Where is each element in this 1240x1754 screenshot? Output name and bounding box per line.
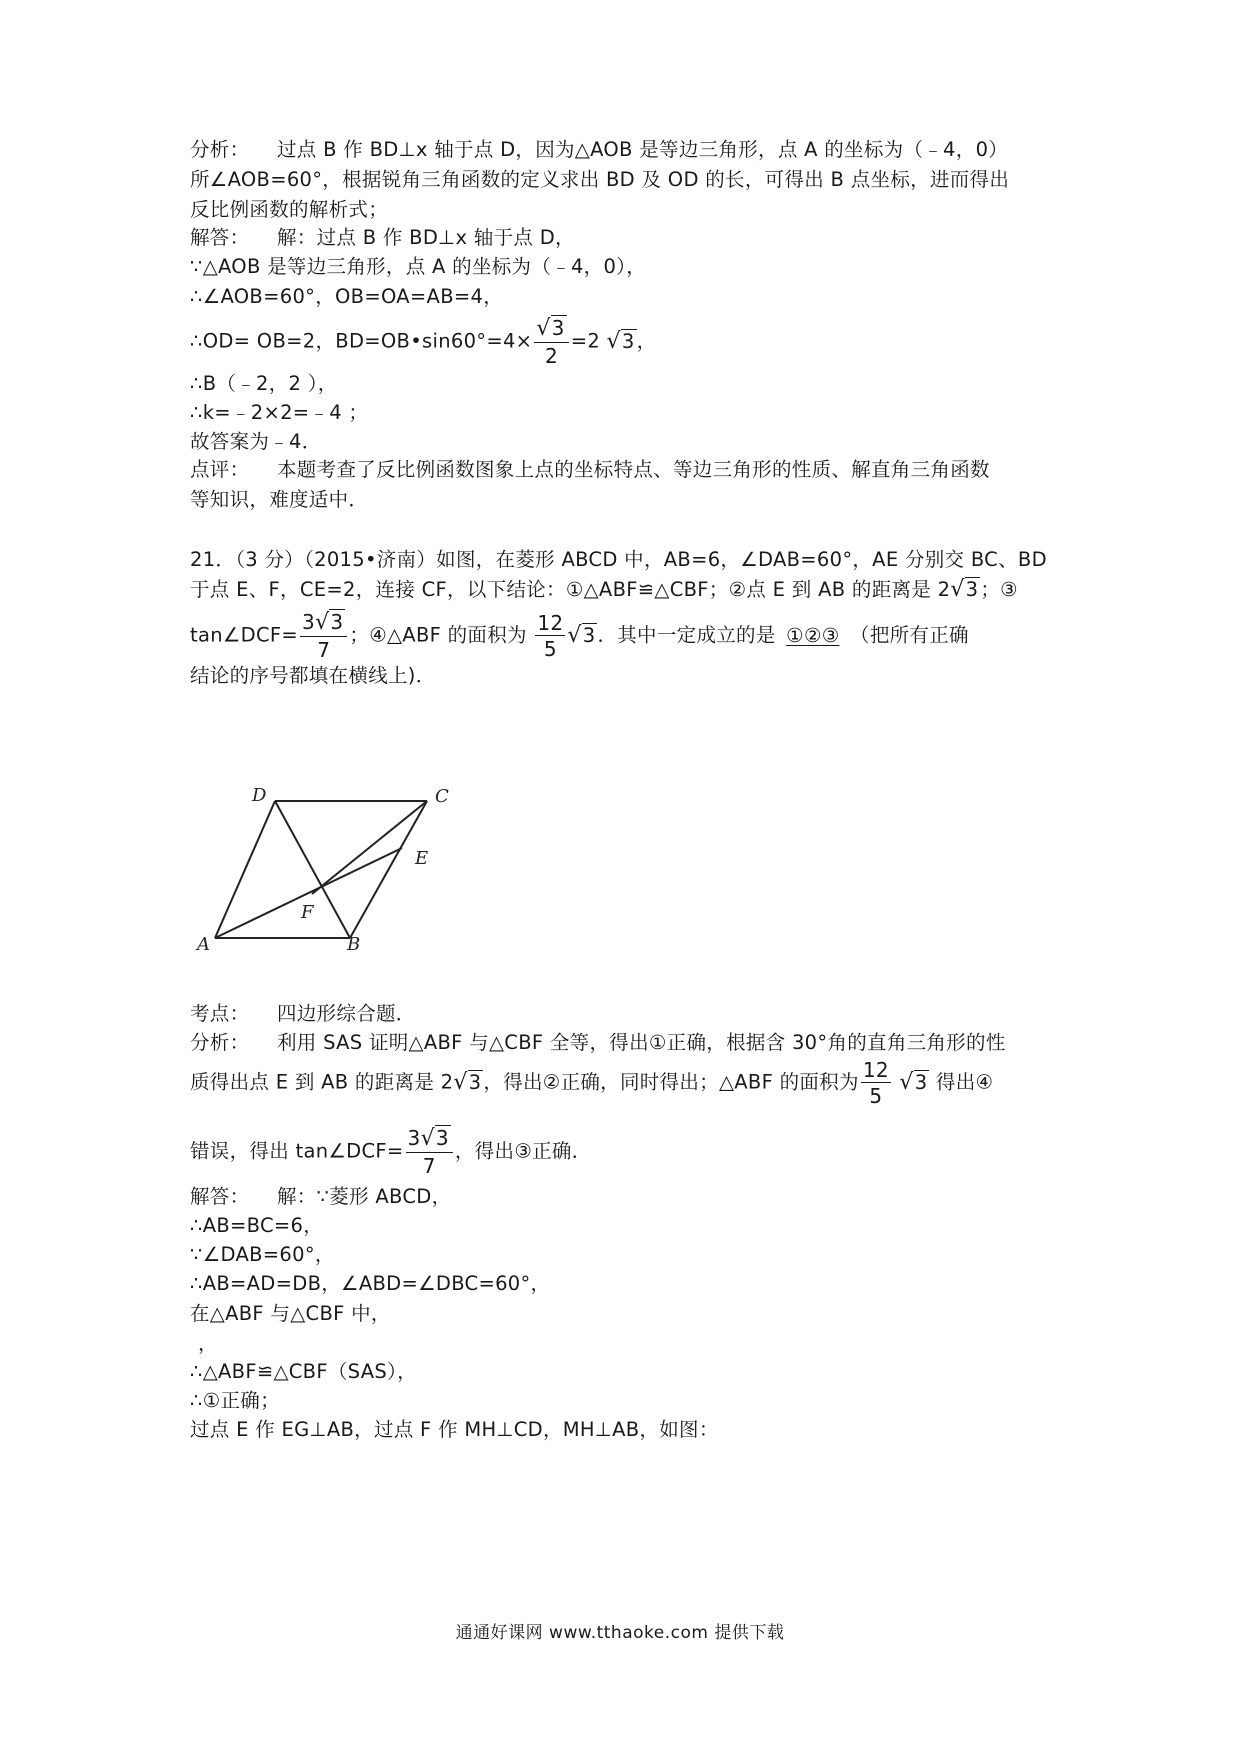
answer-label: 解答：	[190, 226, 250, 249]
prev-analysis-line-2: 所∠AOB=60°，根据锐角三角函数的定义求出 BD 及 OD 的长，可得出 B 点坐标，进而得出	[190, 168, 1010, 191]
side-bc	[350, 801, 427, 938]
question-line-3-end: （把所有正确	[850, 623, 969, 647]
tan-label: tan∠DCF=	[190, 623, 299, 647]
answer-blank: ①②③	[786, 623, 840, 647]
answer-label: 解答：	[190, 1185, 250, 1208]
prev-od-step	[190, 318, 656, 366]
prev-step-1: ∵△AOB 是等边三角形，点 A 的坐标为（﹣4，0），	[190, 255, 647, 278]
answer-text: 解：过点 B 作 BD⊥x 轴于点 D，	[277, 226, 575, 249]
solution-step-1: ∴AB=BC=6，	[190, 1214, 324, 1237]
analysis-label: 分析：	[190, 138, 250, 161]
solution-answer-line	[190, 1183, 451, 1211]
od-prefix: ∴OD= OB=2，BD=OB•sin60°=4×	[190, 329, 533, 353]
solution-analysis-line-2	[190, 1060, 993, 1106]
label-c: C	[435, 786, 449, 807]
analysis-label: 分析：	[190, 1031, 250, 1054]
label-f: F	[301, 902, 314, 923]
prev-step-2: ∴∠AOB=60°，OB=OA=AB=4，	[190, 285, 504, 308]
sqrt-3: √3	[606, 328, 635, 354]
analysis-text: 过点 B 作 BD⊥x 轴于点 D，因为△AOB 是等边三角形，点 A 的坐标为（﹣4，0）	[277, 138, 1009, 161]
kaodian-text: 四边形综合题．	[277, 1002, 416, 1025]
prev-final-answer: 故答案为﹣4．	[190, 430, 322, 453]
prev-answer-line	[190, 224, 575, 252]
sqrt-3: √3	[950, 577, 979, 602]
sqrt-3: √3	[453, 1069, 482, 1095]
label-a: A	[197, 934, 210, 950]
page-footer: 通通好课网 www.tthaoke.com 提供下载	[455, 1623, 785, 1643]
tan-fraction: $\frac{3√3}{7}$	[406, 1128, 453, 1176]
comment-text: 本题考查了反比例函数图象上点的坐标特点、等边三角形的性质、解直角三角函数	[277, 458, 990, 481]
prev-k-step: ∴k=﹣2×2=﹣4 ；	[190, 401, 369, 424]
tan-fraction: $\frac{3√3}{7}$	[300, 612, 347, 660]
od-suffix: ，	[636, 329, 657, 353]
solution-step-4: 在△ABF 与△CBF 中，	[190, 1302, 391, 1325]
kaodian-label: 考点：	[190, 1002, 250, 1025]
denominator: 2	[544, 344, 559, 368]
solution-analysis-line-3	[190, 1128, 592, 1176]
label-d: D	[252, 785, 267, 806]
question-line-1: 21．（3 分）（2015•济南）如图，在菱形 ABCD 中，AB=6，∠DAB=60°，AE 分别交 BC、BD	[190, 548, 1047, 571]
prev-analysis-line-1	[190, 136, 1008, 164]
label-e: E	[415, 848, 429, 869]
label-b: B	[347, 934, 361, 950]
sqrt-3: √3	[567, 622, 596, 648]
kaodian-line	[190, 1000, 416, 1028]
sqrt3-over-2-fraction: $\frac{√3}{2}$	[534, 318, 568, 366]
rhombus-diagram	[195, 778, 485, 950]
analysis-text: 利用 SAS 证明△ABF 与△CBF 全等，得出①正确，根据含 30°角的直角三角形的性	[277, 1031, 1006, 1054]
analysis2-b: ，得出②正确，同时得出；△ABF 的面积为	[483, 1070, 859, 1094]
prev-comment-line-1	[190, 456, 990, 484]
prev-comment-line-2: 等知识，难度适中．	[190, 488, 369, 511]
area-text: ；④△ABF 的面积为	[349, 623, 527, 647]
must-hold-text: ．其中一定成立的是	[597, 623, 776, 647]
side-da	[215, 801, 275, 938]
question-line-4: 结论的序号都填在横线上)．	[190, 664, 436, 687]
question-line-2-end: ；③	[980, 578, 1018, 601]
solution-step-8: 过点 E 作 EG⊥AB，过点 F 作 MH⊥CD，MH⊥AB，如图：	[190, 1418, 719, 1441]
solution-step-5: ，	[198, 1332, 218, 1355]
answer-text: 解：∵菱形 ABCD，	[277, 1185, 452, 1208]
area-fraction: $\frac{12}{5}$	[862, 1058, 889, 1108]
area-fraction: $\frac{12}{5}$	[537, 611, 564, 661]
sqrt-3: √3	[899, 1069, 928, 1095]
analysis3-b: ，得出③正确．	[454, 1139, 592, 1163]
rhombus-figure	[195, 778, 485, 950]
question-line-2	[190, 576, 1018, 604]
question-line-3	[190, 612, 969, 660]
solution-step-6: ∴△ABF≌△CBF（SAS），	[190, 1360, 417, 1383]
solution-analysis-line-1	[190, 1029, 1006, 1057]
segment-cf	[312, 801, 427, 894]
solution-step-7: ∴①正确；	[190, 1389, 280, 1412]
solution-step-3: ∴AB=AD=DB，∠ABD=∠DBC=60°，	[190, 1272, 551, 1295]
od-mid: =2	[570, 329, 601, 353]
analysis3-a: 错误，得出 tan∠DCF=	[190, 1139, 404, 1163]
solution-step-2: ∵∠DAB=60°，	[190, 1243, 335, 1266]
comment-label: 点评：	[190, 458, 250, 481]
prev-b-step: ∴B（﹣2，2 ），	[190, 372, 338, 395]
question-line-2-text: 于点 E、F，CE=2，连接 CF，以下结论：①△ABF≌△CBF；②点 E 到 AB 的距离是 2	[190, 578, 951, 601]
analysis2-c: 得出④	[935, 1070, 994, 1094]
prev-analysis-line-3: 反比例函数的解析式；	[190, 198, 389, 221]
analysis2-a: 质得出点 E 到 AB 的距离是 2	[190, 1070, 454, 1094]
radicand: 3	[551, 316, 565, 340]
